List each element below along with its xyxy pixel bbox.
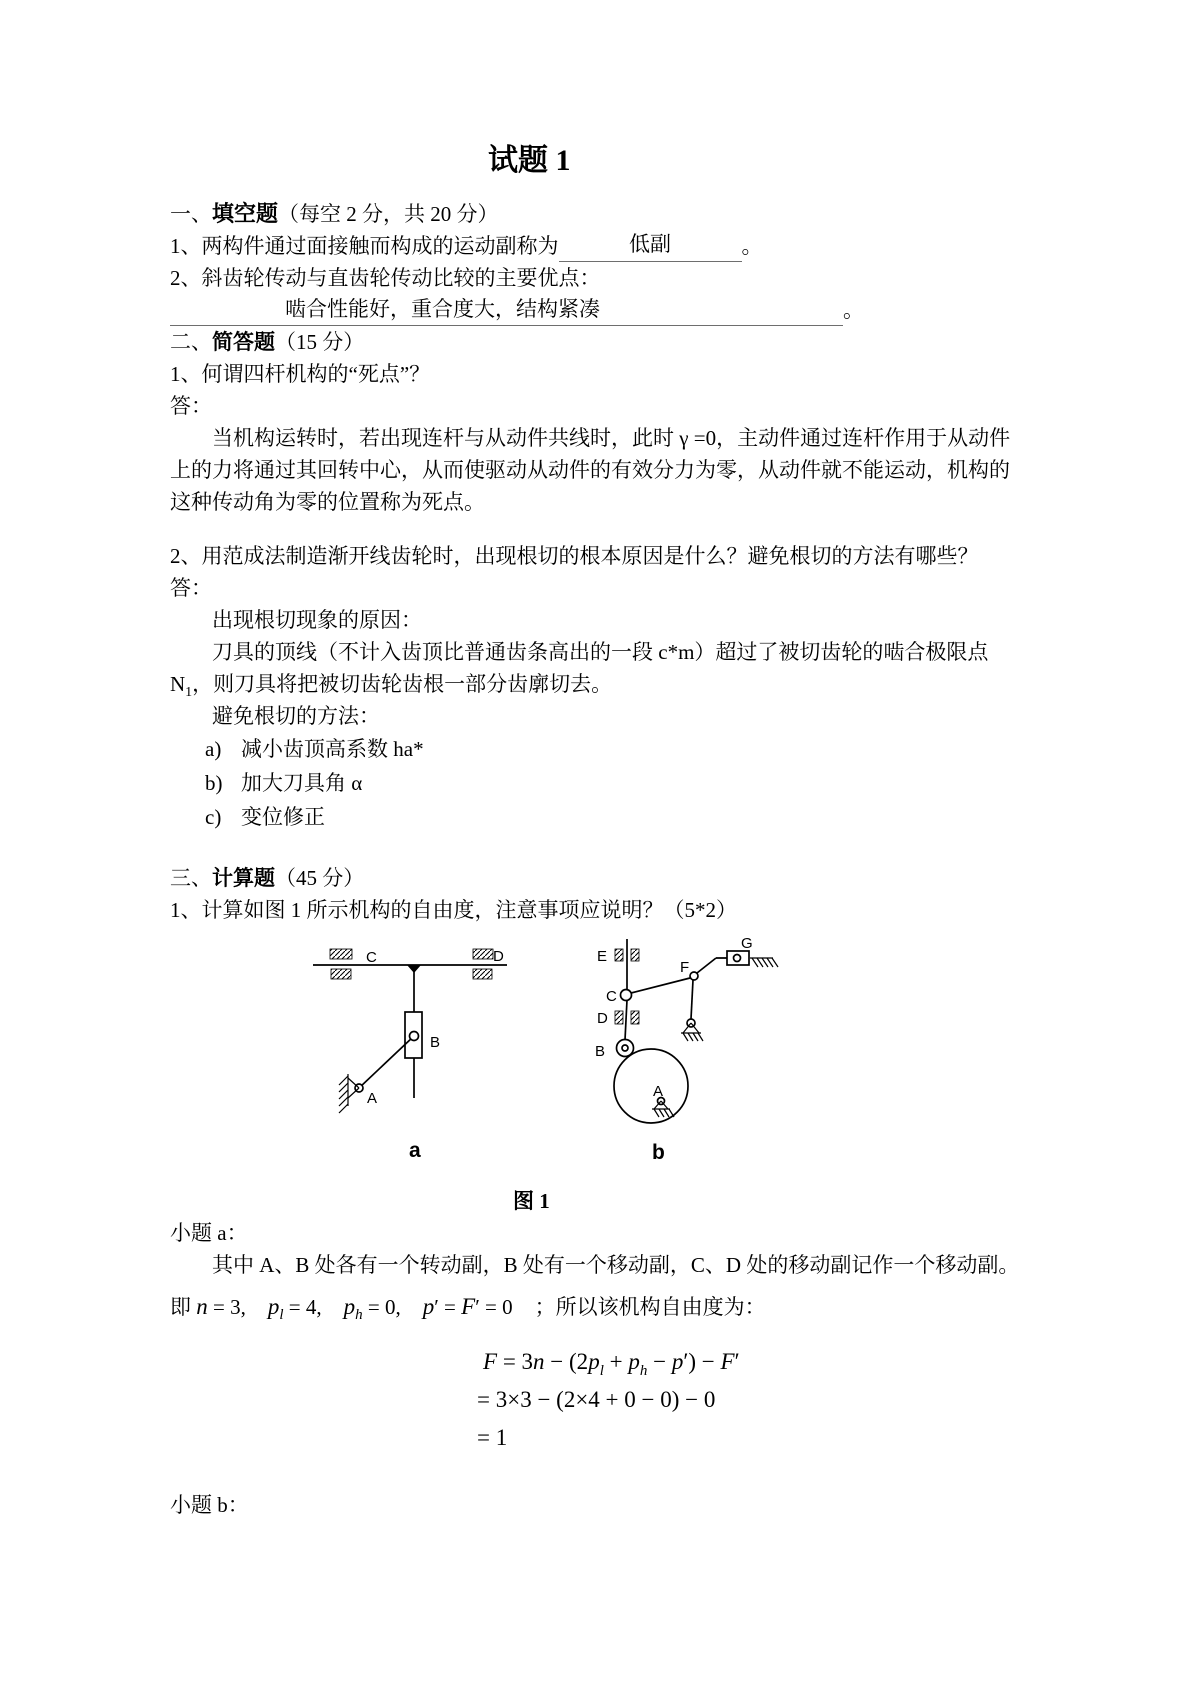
item-a-text: 减小齿顶高系数 ha*: [241, 737, 424, 761]
fig-a-label-d: D: [493, 948, 504, 965]
formula-line-2: = 3×3 − (2×4 + 0 − 0) − 0: [477, 1387, 716, 1412]
var-F-prime: F: [720, 1349, 735, 1374]
eq-prime-1: ′ =: [434, 1295, 462, 1319]
ground-hatch-stroke: [762, 958, 768, 967]
eq-value-1: = 3,: [207, 1295, 246, 1319]
ground-hatch-stroke: [757, 958, 763, 967]
short-question-2: 2、用范成法制造渐开线齿轮时，出现根切的根本原因是什么？避免根切的方法有哪些？: [170, 544, 979, 568]
fill-q2-text: 2、斜齿轮传动与直齿轮传动比较的主要优点：: [170, 266, 601, 290]
answer-1-line-1: 当机构运转时，若出现连杆与从动件共线时，此时 γ =0，主动件通过连杆作用于从动件: [212, 426, 1011, 450]
figure-1-caption: 图 1: [513, 1189, 550, 1213]
ground-hatch-stroke: [767, 958, 773, 967]
section-2-heading: [170, 326, 1020, 358]
var-ph: p: [343, 1294, 356, 1319]
sub-question-b-title: 小题 b：: [170, 1493, 249, 1517]
fill-q1-text: 1、两构件通过面接触而构成的运动副称为: [170, 234, 559, 258]
answer-2-line-3-text: ，则刀具将把被切齿轮齿根一部分齿廓切去。: [192, 672, 613, 696]
answer-1-line-3: 这种传动角为零的位置称为死点。: [170, 490, 485, 514]
eq-conclusion-text: ；所以该机构自由度为：: [534, 1295, 766, 1319]
subfigure-a-label: a: [409, 1139, 421, 1162]
calc-question-1: 1、计算如图 1 所示机构的自由度，注意事项应说明？（5*2）: [170, 898, 737, 922]
exam-title: 试题 1: [488, 144, 571, 177]
fig-a-label-a: A: [367, 1090, 378, 1107]
sub-a-explanation: 其中 A、B 处各有一个转动副，B 处有一个移动副，C、D 处的移动副记作一个移动副。: [212, 1253, 1020, 1277]
answer-2-line-2: 刀具的顶线（不计入齿顶比普通齿条高出的一段 c*m）超过了被切齿轮的啮合极限点: [212, 640, 989, 664]
eq-prefix: 即: [170, 1295, 197, 1319]
var-ph: p: [628, 1349, 640, 1374]
fill-question-2: [170, 262, 1020, 294]
fig-b-label-d: D: [597, 1010, 608, 1027]
pin-b: [410, 1032, 419, 1041]
link-ab: [359, 1036, 414, 1088]
var-p-prime: p: [422, 1294, 435, 1319]
spacer: [170, 518, 1020, 540]
section-3-heading: [170, 862, 1020, 894]
ground-hatch-stroke: [772, 958, 778, 967]
item-b-marker: b): [205, 771, 223, 795]
ground-bracket: [348, 1088, 359, 1098]
item-b-text: 加大刀具角 α: [241, 771, 363, 795]
fig-b-label-b: B: [595, 1043, 606, 1060]
ground-bracket: [348, 1078, 359, 1088]
n1-subscript: 1: [185, 685, 193, 701]
fig-b-label-c: C: [606, 988, 617, 1005]
roller-b-pin: [622, 1045, 628, 1051]
var-f-prime: F: [461, 1294, 476, 1319]
fill-q1-period: 。: [741, 234, 763, 258]
sub-question-a-title: 小题 a：: [170, 1221, 248, 1245]
var-pl: p: [588, 1349, 600, 1374]
fill-q2-blank: 啮合性能好，重合度大，结构紧凑: [170, 296, 843, 326]
guide-hatch: [473, 969, 492, 979]
answer-2-line-3: [170, 668, 1020, 700]
ground-hatch-stroke: [659, 1109, 664, 1117]
guide-hatch-d: [631, 1011, 639, 1024]
var-pl-sub: l: [279, 1307, 284, 1324]
section-2-title: 简答题: [212, 330, 275, 354]
formula-line-3: = 1: [477, 1425, 508, 1450]
var-pl: p: [267, 1294, 280, 1319]
guide-hatch: [473, 949, 493, 959]
fig-a-label-b: B: [430, 1034, 441, 1051]
link-cf: [631, 978, 690, 993]
ground-hatch-stroke: [664, 1109, 669, 1117]
var-ph-sub: h: [639, 1362, 648, 1379]
fig-b-label-f: F: [680, 959, 690, 976]
fill-question-1: [170, 230, 1020, 262]
formula-text: − (2: [544, 1349, 589, 1374]
mechanism-b: [595, 935, 778, 1164]
eq-prime-2: ′ = 0: [475, 1295, 513, 1319]
freedom-formula: [477, 1343, 1020, 1457]
mechanism-a: [313, 948, 507, 1162]
eq-value-3: = 0,: [362, 1295, 401, 1319]
formula-text: +: [603, 1349, 629, 1374]
sub-a-variables-line: [170, 1289, 1020, 1325]
method-item-a: [170, 732, 1020, 766]
link-fg: [697, 958, 716, 973]
section-3-title: 计算题: [212, 866, 275, 890]
formula-text: ′) −: [683, 1349, 721, 1374]
var-n: n: [196, 1294, 208, 1319]
answer-2-line-4: 避免根切的方法：: [212, 704, 380, 728]
pin-c: [621, 990, 632, 1001]
ground-hatch-stroke: [688, 1033, 693, 1041]
formula-text: −: [647, 1349, 672, 1374]
item-c-marker: c): [205, 805, 222, 829]
guide-hatch: [331, 969, 351, 979]
section-2-points: （15 分）: [275, 330, 365, 354]
answer-label-1: 答：: [170, 394, 212, 418]
link-f-ground: [691, 980, 693, 1019]
pin-f: [690, 972, 698, 980]
formula-text: = 3: [497, 1349, 534, 1374]
section-2-number: 二、: [170, 330, 212, 354]
figure-1-diagram: [290, 926, 800, 1176]
var-ph-sub: h: [355, 1307, 363, 1324]
formula-text: ′: [734, 1349, 740, 1374]
method-item-c: [170, 800, 1020, 834]
item-a-marker: a): [205, 737, 222, 761]
answer-label-2: 答：: [170, 576, 212, 600]
fill-question-2-answer: [170, 294, 1020, 326]
section-1-heading: [170, 198, 1020, 230]
formula-line-1: [477, 1343, 1020, 1381]
fig-b-label-a: A: [653, 1083, 664, 1100]
cam-disc: [614, 1049, 688, 1123]
ground-hatch-stroke: [752, 958, 758, 967]
guide-hatch-e: [615, 949, 623, 961]
guide-hatch-d: [615, 1011, 623, 1024]
spacer: [170, 834, 1020, 862]
answer-2-line-1: 出现根切现象的原因：: [212, 608, 422, 632]
fill-q1-blank: 低副: [559, 231, 742, 262]
guide-hatch-e: [631, 949, 639, 961]
section-3-number: 三、: [170, 866, 212, 890]
method-item-b: [170, 766, 1020, 800]
figure-1: [290, 926, 800, 1176]
var-F: F: [483, 1349, 498, 1374]
var-n: n: [533, 1349, 545, 1374]
section-1-points: （每空 2 分，共 20 分）: [278, 202, 499, 226]
ground-hatch-stroke: [683, 1033, 688, 1041]
eq-value-2: = 4,: [283, 1295, 322, 1319]
section-3-points: （45 分）: [275, 866, 365, 890]
subfigure-b-label: b: [652, 1141, 665, 1164]
fig-b-label-g: G: [741, 935, 753, 952]
section-1-number: 一、: [170, 202, 212, 226]
fig-a-label-c: C: [366, 949, 377, 966]
short-question-1: 1、何谓四杆机构的“死点”？: [170, 362, 431, 386]
ground-hatch-stroke: [693, 1033, 698, 1041]
fill-q2-period: 。: [843, 298, 864, 322]
ground-hatch-stroke: [698, 1033, 703, 1041]
fig-b-label-e: E: [597, 948, 608, 965]
section-1-title: 填空题: [212, 201, 279, 226]
answer-1-line-2: 上的力将通过其回转中心，从而使驱动从动件的有效分力为零，从动件就不能运动，机构的: [170, 458, 1010, 482]
var-pl-sub: l: [599, 1362, 604, 1379]
var-p-prime: p: [671, 1349, 684, 1374]
guide-hatch: [330, 949, 352, 959]
n1-symbol: N: [170, 672, 186, 696]
item-c-text: 变位修正: [241, 805, 325, 829]
vertical-rod-lower: [625, 1000, 627, 1040]
ground-hatch-stroke: [654, 1109, 659, 1117]
pin-g: [734, 955, 741, 962]
